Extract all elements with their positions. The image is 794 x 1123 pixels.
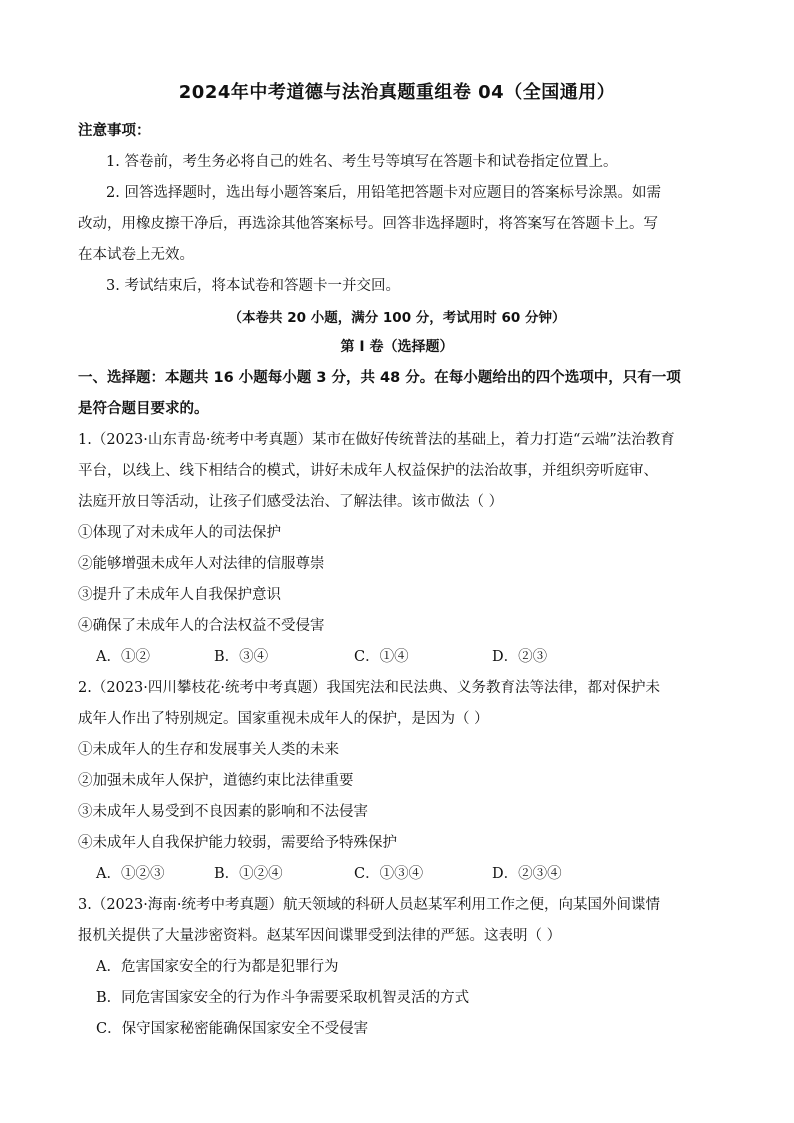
q1-statement-4: ④确保了未成年人的合法权益不受侵害: [78, 618, 325, 634]
q2-option-d[interactable]: D．②③④: [492, 866, 562, 882]
section-heading-line-1: 一、选择题：本题共 16 小题每小题 3 分，共 48 分。在每小题给出的四个选项中，只有一项: [78, 370, 681, 386]
q2-stem-line-2: 成年人作出了特别规定。国家重视未成年人的保护，是因为（ ）: [78, 711, 489, 727]
q1-stem-line-3: 法庭开放日等活动，让孩子们感受法治、了解法律。该市做法（ ）: [78, 494, 504, 510]
q1-option-a[interactable]: A．①②: [96, 649, 150, 665]
notice-item-3: 3. 考试结束后，将本试卷和答题卡一并交回。: [106, 278, 400, 294]
q2-statement-4: ④未成年人自我保护能力较弱，需要给予特殊保护: [78, 835, 397, 851]
q3-stem-line-1: 3.（2023·海南·统考中考真题）航天领域的科研人员赵某军利用工作之便，向某国外间谍情: [78, 897, 660, 913]
notice-item-1: 1. 答卷前，考生务必将自己的姓名、考生号等填写在答题卡和试卷指定位置上。: [106, 154, 618, 170]
q1-option-c[interactable]: C．①④: [354, 649, 409, 665]
q2-stem-line-1: 2.（2023·四川攀枝花·统考中考真题）我国宪法和民法典、义务教育法等法律，都对保护未: [78, 680, 660, 696]
volume-heading: 第 I 卷（选择题）: [340, 339, 454, 355]
q1-stem-line-2: 平台，以线上、线下相结合的模式，讲好未成年人权益保护的法治故事，并组织旁听庭审、: [78, 463, 658, 479]
exam-title: 2024年中考道德与法治真题重组卷 04（全国通用）: [178, 82, 616, 103]
section-heading-line-2: 是符合题目要求的。: [78, 401, 209, 417]
q3-option-b[interactable]: B．同危害国家安全的行为作斗争需要采取机智灵活的方式: [96, 990, 470, 1006]
q1-statement-3: ③提升了未成年人自我保护意识: [78, 587, 281, 603]
q1-statement-2: ②能够增强未成年人对法律的信服尊崇: [78, 556, 325, 572]
notice-item-2-line-3: 在本试卷上无效。: [78, 247, 194, 263]
q2-option-b[interactable]: B．①②④: [214, 866, 283, 882]
notice-item-2-line-1: 2. 回答选择题时，选出每小题答案后，用铅笔把答题卡对应题目的答案标号涂黑。如需: [106, 185, 661, 201]
q3-stem-line-2: 报机关提供了大量涉密资料。赵某军因间谍罪受到法律的严惩。这表明（ ）: [78, 928, 562, 944]
q2-option-a[interactable]: A．①②③: [96, 866, 165, 882]
q2-statement-1: ①未成年人的生存和发展事关人类的未来: [78, 742, 339, 758]
notice-item-2-line-2: 改动，用橡皮擦干净后，再选涂其他答案标号。回答非选择题时，将答案写在答题卡上。写: [78, 216, 658, 232]
q2-option-c[interactable]: C．①③④: [354, 866, 424, 882]
q1-option-b[interactable]: B．③④: [214, 649, 269, 665]
q1-statement-1: ①体现了对未成年人的司法保护: [78, 525, 281, 541]
exam-summary: （本卷共 20 小题，满分 100 分，考试用时 60 分钟）: [228, 310, 566, 326]
q3-option-a[interactable]: A．危害国家安全的行为都是犯罪行为: [96, 959, 339, 975]
notice-heading: 注意事项：: [78, 123, 151, 139]
q2-statement-3: ③未成年人易受到不良因素的影响和不法侵害: [78, 804, 368, 820]
q1-stem-line-1: 1.（2023·山东青岛·统考中考真题）某市在做好传统普法的基础上，着力打造“云端”法治教育: [78, 432, 675, 448]
q3-option-c[interactable]: C．保守国家秘密能确保国家安全不受侵害: [96, 1021, 369, 1037]
q2-statement-2: ②加强未成年人保护，道德约束比法律重要: [78, 773, 354, 789]
q1-option-d[interactable]: D．②③: [492, 649, 548, 665]
